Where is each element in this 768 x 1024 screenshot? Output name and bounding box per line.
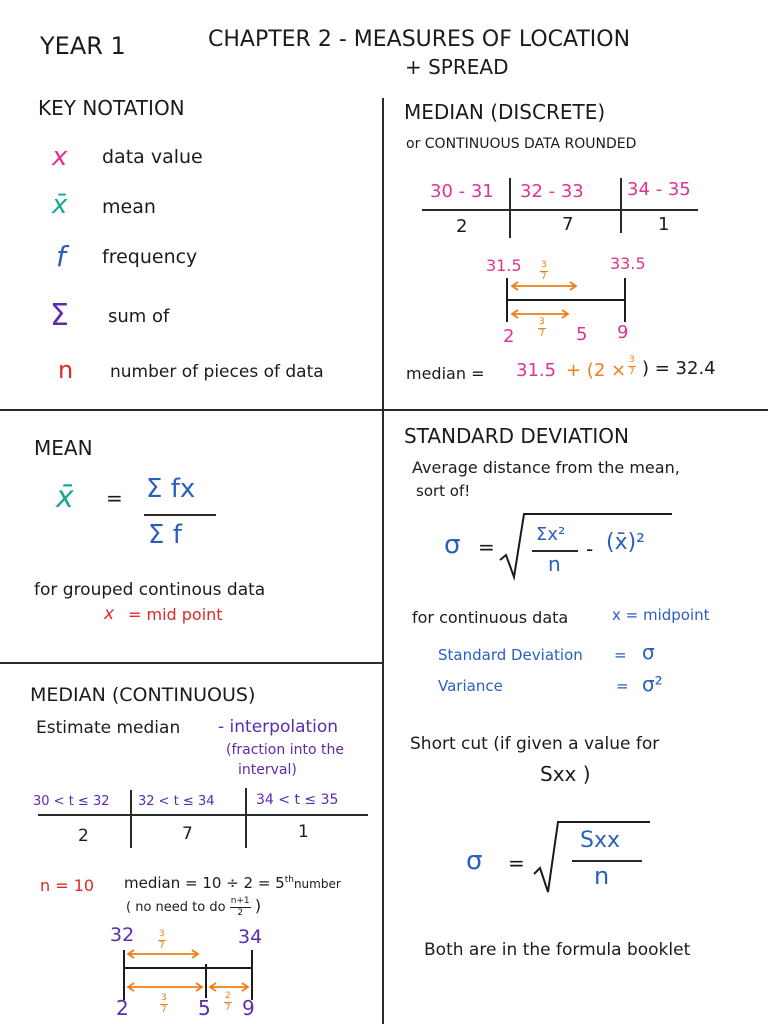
median-continuous-title: MEDIAN (CONTINUOUS) (30, 684, 256, 706)
discrete-header-3: 34 - 35 (627, 179, 691, 200)
sd-continuous-label: for continuous data (412, 608, 569, 627)
continuous-bottom-left: 2 (116, 996, 129, 1020)
discrete-top-right: 33.5 (610, 254, 646, 273)
mean-eq: = (106, 486, 123, 510)
variance-value: σ² (642, 672, 663, 696)
variance-eq: = (616, 677, 629, 695)
sd-continuous-x: x = midpoint (612, 606, 710, 624)
median-discrete-title: MEDIAN (DISCRETE) (404, 100, 606, 124)
mean-numerator: Σ fx (146, 474, 196, 504)
page-subtitle: + SPREAD (405, 55, 509, 79)
discrete-calc-frac: $\frac{3}{7}$ (629, 355, 635, 377)
continuous-no-need: ( no need to do $\frac{n+1}{2}$ ) (126, 896, 262, 918)
median-continuous-interpolation: - interpolation (218, 717, 339, 737)
shortcut-numerator: Sxx (580, 828, 621, 853)
median-discrete-subtitle: or CONTINUOUS DATA ROUNDED (406, 136, 637, 152)
symbol-x: x (52, 142, 68, 172)
mean-note: for grouped continous data (34, 580, 266, 600)
continuous-header-3: 34 < t ≤ 35 (256, 792, 339, 808)
shortcut-eq: = (508, 851, 525, 875)
discrete-bottom-right: 9 (617, 322, 629, 343)
continuous-header-1: 30 < t ≤ 32 (33, 794, 110, 809)
mean-note-midpoint: = mid point (128, 605, 223, 624)
continuous-value-2: 7 (182, 824, 193, 844)
discrete-header-1: 30 - 31 (430, 181, 494, 202)
symbol-n: n (58, 356, 74, 384)
mean-title: MEAN (34, 436, 93, 460)
sd-label-sigma: σ (642, 640, 655, 664)
median-continuous-subtitle: Estimate median (36, 718, 181, 738)
continuous-n-label: n = 10 (40, 876, 95, 895)
mean-note-x: x (104, 604, 115, 624)
continuous-median-end: number (293, 877, 341, 891)
std-dev-title: STANDARD DEVIATION (404, 424, 629, 448)
continuous-median-calc: median = 10 ÷ 2 = 5 (124, 874, 285, 892)
continuous-bottom-frac: $\frac{3}{7}$ (161, 993, 167, 1015)
continuous-no-need-close: ) (254, 896, 262, 915)
shortcut-denominator: n (594, 862, 610, 890)
sd-numerator: Σx² (536, 524, 566, 545)
discrete-bottom-mid: 5 (576, 324, 588, 345)
discrete-value-3: 1 (658, 214, 670, 235)
continuous-top-right: 34 (238, 926, 263, 948)
sd-mean-squared: (x̄)² (606, 530, 646, 555)
discrete-value-2: 7 (562, 214, 574, 235)
discrete-value-1: 2 (456, 216, 468, 237)
continuous-value-3: 1 (298, 822, 309, 842)
sd-label-eq: = (614, 646, 627, 664)
shortcut-sigma: σ (466, 846, 483, 876)
mean-lhs: x̄ (56, 480, 74, 515)
continuous-median-sup: th (284, 875, 294, 885)
continuous-bottom-right: 9 (242, 996, 255, 1020)
discrete-top-frac: $\frac{3}{7}$ (541, 260, 547, 282)
symbol-sum: Σ (50, 298, 69, 333)
continuous-value-1: 2 (78, 826, 89, 846)
continuous-no-need-text: ( no need to do (126, 900, 226, 915)
symbol-mean: x̄ (52, 190, 68, 220)
mean-denominator: Σ f (148, 520, 182, 550)
continuous-bottom-mid: 5 (198, 996, 211, 1020)
shortcut-line-1: Short cut (if given a value for (410, 734, 660, 754)
median-continuous-note-2: interval) (238, 762, 297, 778)
discrete-top-left: 31.5 (486, 256, 522, 275)
label-sum-of: sum of (108, 306, 170, 327)
label-number-of-data: number of pieces of data (110, 362, 324, 382)
symbol-frequency: f (56, 240, 66, 273)
median-continuous-note-1: (fraction into the (226, 742, 344, 758)
continuous-top-frac: $\frac{3}{7}$ (159, 929, 165, 951)
sd-sigma: σ (444, 530, 461, 560)
sd-minus: - (586, 537, 594, 561)
sd-eq: = (478, 535, 495, 559)
variance-label: Variance (438, 677, 503, 695)
year-label: YEAR 1 (40, 32, 126, 60)
discrete-calc-b: + (2 × (566, 360, 627, 381)
page-title: CHAPTER 2 - MEASURES OF LOCATION (208, 27, 631, 52)
std-dev-desc-2: sort of! (416, 482, 471, 500)
std-dev-desc-1: Average distance from the mean, (412, 458, 680, 477)
continuous-top-left: 32 (110, 924, 135, 946)
discrete-bottom-left: 2 (503, 326, 515, 347)
label-frequency: frequency (102, 246, 198, 268)
shortcut-line-2: Sxx ) (540, 762, 591, 786)
formula-booklet-note: Both are in the formula booklet (424, 940, 691, 960)
label-data-value: data value (102, 146, 203, 168)
sd-denominator: n (548, 552, 561, 576)
discrete-calc-c: ) = 32.4 (642, 358, 716, 379)
key-notation-title: KEY NOTATION (38, 96, 185, 120)
discrete-bottom-frac: $\frac{3}{7}$ (539, 317, 545, 339)
discrete-calc-label: median = (406, 364, 485, 383)
sd-label: Standard Deviation (438, 646, 583, 664)
continuous-bottom-frac-2: $\frac{2}{7}$ (225, 991, 231, 1013)
discrete-header-2: 32 - 33 (520, 181, 584, 202)
discrete-calc-a: 31.5 (516, 360, 557, 381)
label-mean: mean (102, 196, 156, 218)
continuous-header-2: 32 < t ≤ 34 (138, 794, 215, 809)
